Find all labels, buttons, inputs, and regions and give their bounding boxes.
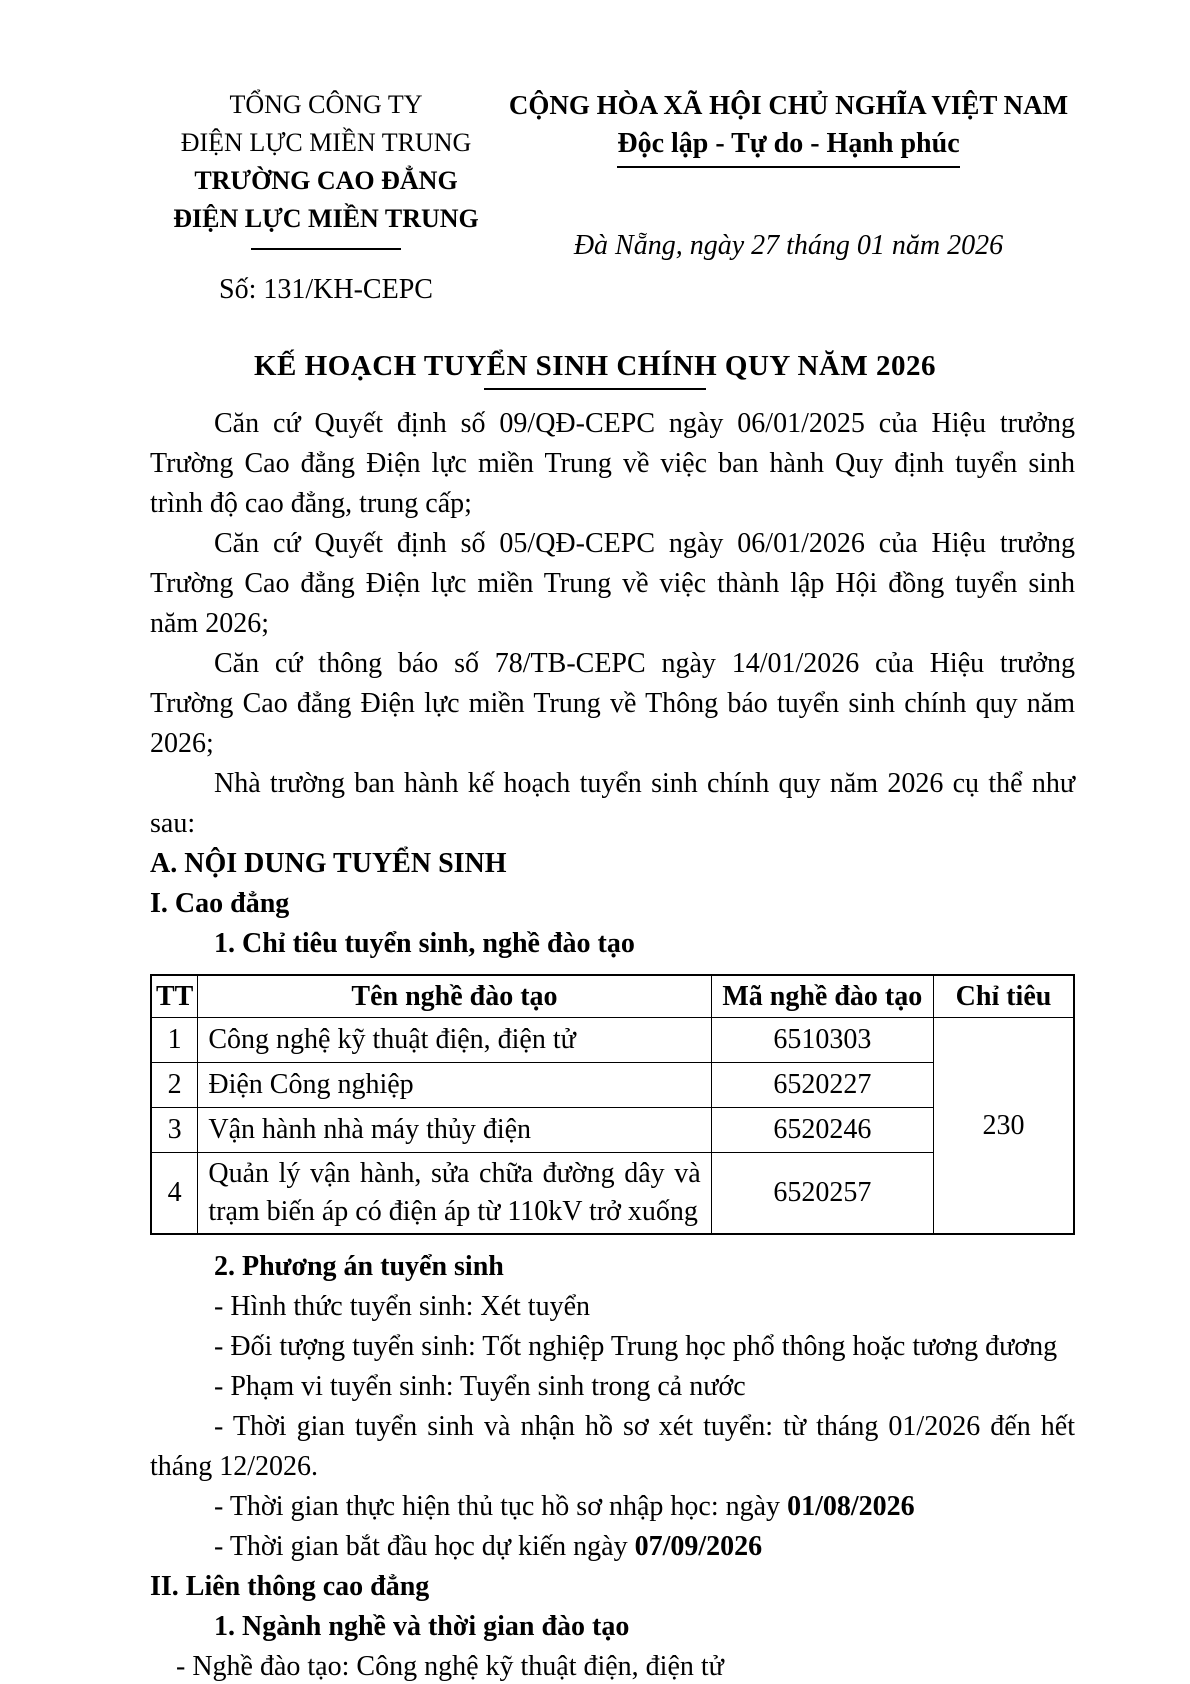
plan-item bbox=[150, 1527, 1075, 1567]
plan-item-text: - Thời gian thực hiện thủ tục hồ sơ nhập học: ngày bbox=[214, 1491, 788, 1522]
org-name-line2: ĐIỆN LỰC MIỀN TRUNG bbox=[180, 128, 472, 157]
trade-code: 6510303 bbox=[711, 1018, 933, 1063]
column-header-ma-nghe: Mã nghề đào tạo bbox=[711, 975, 933, 1018]
table-header-row bbox=[151, 975, 1074, 1018]
plan-item-text: - Thời gian bắt đầu học dự kiến ngày bbox=[214, 1531, 635, 1562]
plan-item bbox=[150, 1487, 1075, 1527]
column-header-ten-nghe: Tên nghề đào tạo bbox=[198, 975, 711, 1018]
table-row bbox=[151, 1018, 1074, 1063]
preamble-paragraph: Căn cứ thông báo số 78/TB-CEPC ngày 14/01/2026 của Hiệu trưởng Trường Cao đẳng Điện lực miền Trung về Thông báo tuyển sinh chính quy năm 2026; bbox=[150, 648, 1075, 759]
section-a-heading: A. NỘI DUNG TUYỂN SINH bbox=[150, 848, 507, 879]
preamble-paragraph: Nhà trường ban hành kế hoạch tuyển sinh chính quy năm 2026 cụ thể như sau: bbox=[150, 768, 1075, 839]
row-number: 2 bbox=[151, 1063, 198, 1108]
trade-name: Điện Công nghiệp bbox=[198, 1063, 711, 1108]
school-name-line1: TRƯỜNG CAO ĐẲNG bbox=[194, 166, 458, 195]
preamble-paragraph: Căn cứ Quyết định số 09/QĐ-CEPC ngày 06/01/2025 của Hiệu trưởng Trường Cao đẳng Điện lực miền Trung về việc ban hành Quy định tuyển sinh trình độ cao đẳng, trung cấp; bbox=[150, 408, 1075, 519]
row-number: 3 bbox=[151, 1108, 198, 1153]
plan-item-bold: 01/08/2026 bbox=[787, 1491, 915, 1522]
document-title: KẾ HOẠCH TUYỂN SINH CHÍNH QUY NĂM 2026 bbox=[253, 350, 937, 382]
document-body bbox=[0, 390, 1190, 1684]
preamble-paragraph: Căn cứ Quyết định số 05/QĐ-CEPC ngày 06/01/2026 của Hiệu trưởng Trường Cao đẳng Điện lực miền Trung về việc thành lập Hội đồng tuyển sinh năm 2026; bbox=[150, 528, 1075, 639]
document-header bbox=[0, 0, 1190, 306]
org-block-divider bbox=[251, 248, 401, 250]
trade-name: Quản lý vận hành, sửa chữa đường dây và trạm biến áp có điện áp từ 110kV trở xuống bbox=[198, 1153, 711, 1235]
plan-item bbox=[150, 1367, 1075, 1407]
national-motto: Độc lập - Tự do - Hạnh phúc bbox=[617, 124, 959, 168]
plan-item bbox=[150, 1407, 1075, 1487]
school-name-line2: ĐIỆN LỰC MIỀN TRUNG bbox=[173, 204, 479, 233]
column-header-tt: TT bbox=[151, 975, 198, 1018]
plan-item-text: - Đối tượng tuyển sinh: Tốt nghiệp Trung học phổ thông hoặc tương đương bbox=[214, 1331, 1058, 1362]
trade-code: 6520257 bbox=[711, 1153, 933, 1235]
national-motto-wrap bbox=[502, 124, 1075, 168]
plan-item bbox=[150, 1327, 1075, 1367]
section-2-heading: 2. Phương án tuyển sinh bbox=[214, 1251, 504, 1282]
place-and-date: Đà Nẵng, ngày 27 tháng 01 năm 2026 bbox=[573, 230, 1004, 261]
quota-total: 230 bbox=[934, 1018, 1074, 1235]
plan-item-text: - Thời gian tuyển sinh và nhận hồ sơ xét tuyển: từ tháng 01/2026 đến hết tháng 12/2026. bbox=[150, 1411, 1075, 1482]
document-number: Số: 131/KH-CEPC bbox=[219, 274, 433, 305]
row-number: 4 bbox=[151, 1153, 198, 1235]
plan-item bbox=[150, 1287, 1075, 1327]
org-name-line1: TỔNG CÔNG TY bbox=[229, 90, 423, 119]
trade-code: 6520227 bbox=[711, 1063, 933, 1108]
national-title: CỘNG HÒA XÃ HỘI CHỦ NGHĨA VIỆT NAM bbox=[508, 90, 1069, 120]
trade-code: 6520246 bbox=[711, 1108, 933, 1153]
plan-item-bold: 07/09/2026 bbox=[634, 1531, 763, 1562]
section-ii-heading: II. Liên thông cao đẳng bbox=[150, 1571, 430, 1602]
column-header-chi-tieu: Chỉ tiêu bbox=[934, 975, 1074, 1018]
plan-item-text: - Phạm vi tuyển sinh: Tuyển sinh trong cả nước bbox=[214, 1371, 746, 1402]
section-ii-sub1-heading: 1. Ngành nghề và thời gian đào tạo bbox=[214, 1611, 630, 1642]
enrollment-quota-table bbox=[150, 974, 1075, 1235]
row-number: 1 bbox=[151, 1018, 198, 1063]
trade-name: Vận hành nhà máy thủy điện bbox=[198, 1108, 711, 1153]
title-block bbox=[0, 350, 1190, 390]
issuing-org-block bbox=[150, 86, 502, 306]
trade-item: - Nghề đào tạo: Công nghệ kỹ thuật điện, điện tử bbox=[176, 1651, 724, 1682]
trade-name: Công nghệ kỹ thuật điện, điện tử bbox=[198, 1018, 711, 1063]
section-i-heading: I. Cao đẳng bbox=[150, 888, 290, 919]
section-i-sub1-heading: 1. Chỉ tiêu tuyển sinh, nghề đào tạo bbox=[214, 928, 635, 959]
national-header-block bbox=[502, 86, 1075, 306]
plan-item-text: - Hình thức tuyển sinh: Xét tuyển bbox=[214, 1291, 591, 1322]
